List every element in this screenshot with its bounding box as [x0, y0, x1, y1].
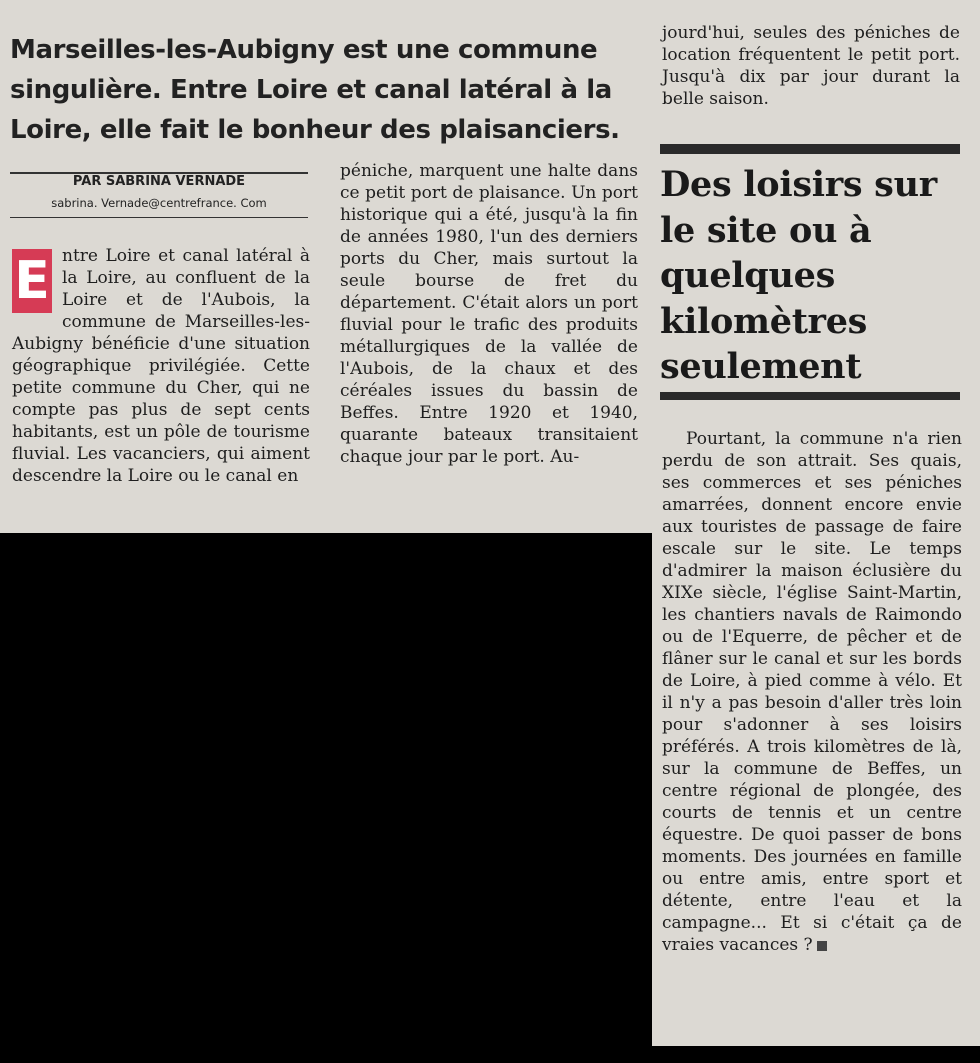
heading-bottom-rule — [660, 392, 960, 400]
byline: PAR SABRINA VERNADE — [72, 174, 246, 189]
column-3-top — [662, 22, 960, 110]
article-lead: Marseilles-les-Aubigny est une commune singulière. Entre Loire et canal latéral à la Loire, elle fait le bonheur des plaisanciers. — [10, 35, 620, 145]
column-1 — [12, 245, 310, 487]
redacted-corner — [652, 1046, 980, 1063]
column-3-top-text: jourd'hui, seules des péniches de location fréquentent le petit port. Jusqu'à dix par jour durant la belle saison. — [662, 23, 960, 109]
section-heading: Des loisirs sur le site ou à quelques kilomètres seulement — [660, 164, 937, 387]
author-email: sabrina. Vernade@centrefrance. Com — [51, 196, 267, 210]
redacted-area — [0, 533, 652, 1063]
end-mark-icon — [817, 941, 827, 951]
column-3-body — [662, 428, 962, 956]
column-2-text: péniche, marquent une halte dans ce petit port de plaisance. Un port historique qui a été, jusqu'à la fin de années 1980, l'un des derniers ports du Cher, mais surtout la seule bourse de fret du département. C'était alors un port fluvial pour le trafic des produits métallurgiques de la vallée de l'Aubois, de la chaux et des céréales issues du bassin de Beffes. Entre 1920 et 1940, quarante bateaux transitaient chaque jour par le port. Au- — [340, 161, 638, 467]
column-2 — [340, 160, 638, 468]
byline-bottom-rule — [10, 217, 308, 218]
heading-top-rule — [660, 144, 960, 154]
column-1-text: ntre Loire et canal latéral à la Loire, au confluent de la Loire et de l'Aubois, la commune de Marseilles-les-Aubigny bénéficie d'une situation géographique privilégiée. Cette petite commune du Cher, qui ne compte pas plus de sept cents habitants, est un pôle de tourisme fluvial. Les vacanciers, qui aiment descendre la Loire ou le canal en — [12, 246, 310, 486]
column-3-body-text: Pourtant, la commune n'a rien perdu de son attrait. Ses quais, ses commerces et ses péniches amarrées, donnent encore envie aux touristes de passage de faire escale sur le site. Le temps d'admirer la maison éclusière du XIXe siècle, l'église Saint-Martin, les chantiers navals de Raimondo ou de l'Equerre, de pêcher et de flâner sur le canal et sur les bords de Loire, à pied comme à vélo. Et il n'y a pas besoin d'aller très loin pour s'adonner à ses loisirs préférés. A trois kilomètres de là, sur la commune de Beffes, un centre régional de plongée, des courts de tennis et un centre équestre. De quoi passer de bons moments. Des journées en famille ou entre amis, entre sport et détente, entre l'eau et la campagne... Et si c'était ça de vraies vacances ? — [662, 429, 962, 955]
drop-cap: E — [12, 249, 52, 313]
